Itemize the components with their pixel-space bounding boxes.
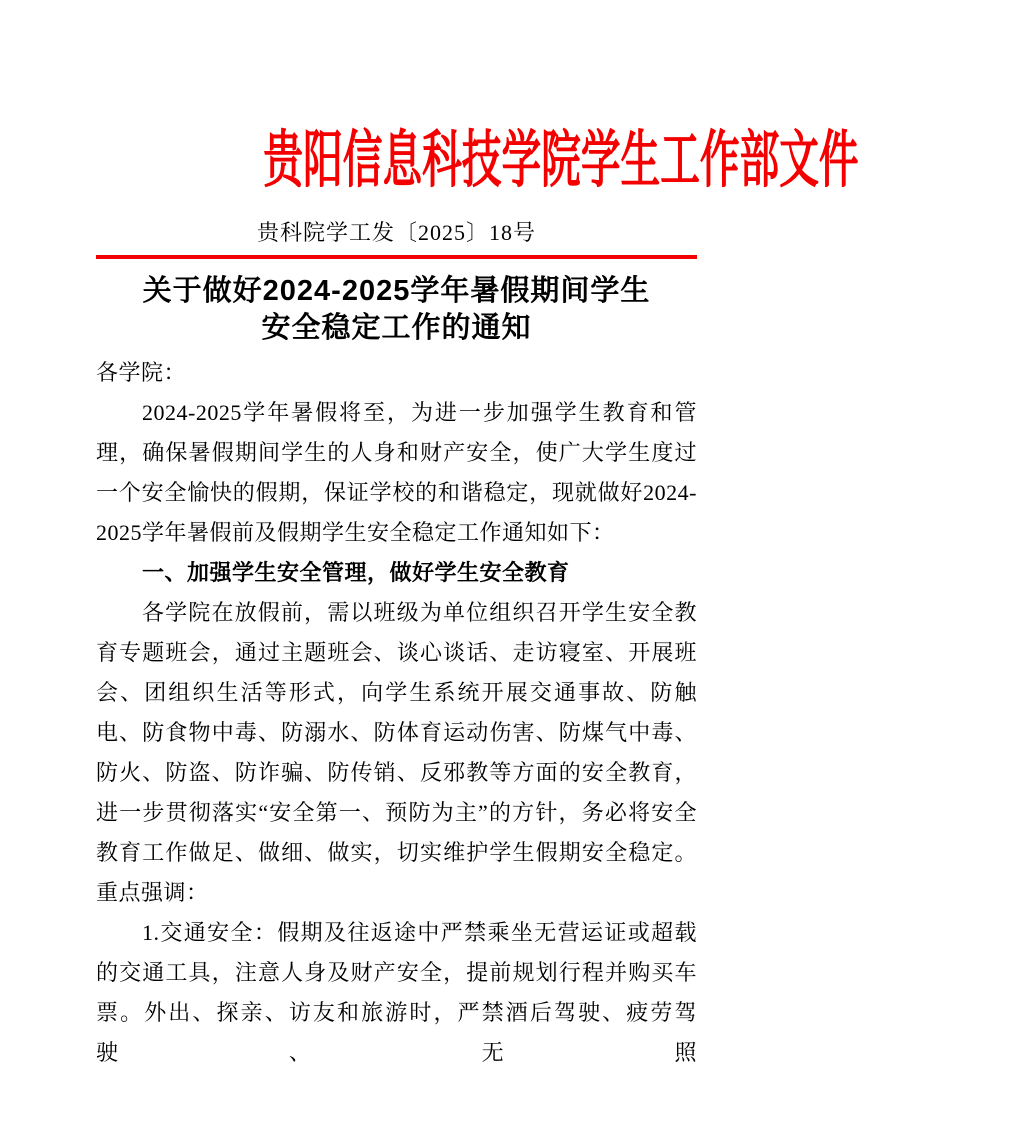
paragraph-intro: 2024-2025学年暑假将至，为进一步加强学生教育和管理，确保暑假期间学生的人身和财产安全，使广大学生度过一个安全愉快的假期，保证学校的和谐稳定，现就做好2024-2025学年暑假前及假期学生安全稳定工作通知如下： (96, 400, 697, 545)
paragraph-safety-education: 各学院在放假前，需以班级为单位组织召开学生安全教育专题班会，通过主题班会、谈心谈话、走访寝室、开展班会、团组织生活等形式，向学生系统开展交通事故、防触电、防食物中毒、防溺水、防体育运动伤害、防煤气中毒、防火、防盗、防诈骗、防传销、反邪教等方面的安全教育，进一步贯彻落实“安全第一、预防为主”的方针，务必将安全教育工作做足、做细、做实，切实维护学生假期安全稳定。重点强调： (96, 600, 697, 905)
document-number: 贵科院学工发〔2025〕18号 (256, 220, 536, 245)
red-divider-line (96, 255, 697, 259)
document-body (96, 353, 697, 1073)
document-title-line-2: 安全稳定工作的通知 (261, 312, 532, 344)
section-heading-1: 一、加强学生安全管理，做好学生安全教育 (142, 560, 570, 585)
letterhead-title: 贵阳信息科技学院学生工作部文件 (263, 127, 859, 195)
salutation: 各学院： (96, 360, 187, 385)
document-content-column (96, 0, 859, 1073)
document-title-line-1: 关于做好2024-2025学年暑假期间学生 (142, 275, 651, 307)
letterhead (96, 0, 859, 196)
document-title (96, 273, 697, 347)
paragraph-traffic-safety: 1.交通安全：假期及往返途中严禁乘坐无营运证或超载的交通工具，注意人身及财产安全，提前规划行程并购买车票。外出、探亲、访友和旅游时，严禁酒后驾驶、疲劳驾驶、无照 (96, 920, 697, 1065)
